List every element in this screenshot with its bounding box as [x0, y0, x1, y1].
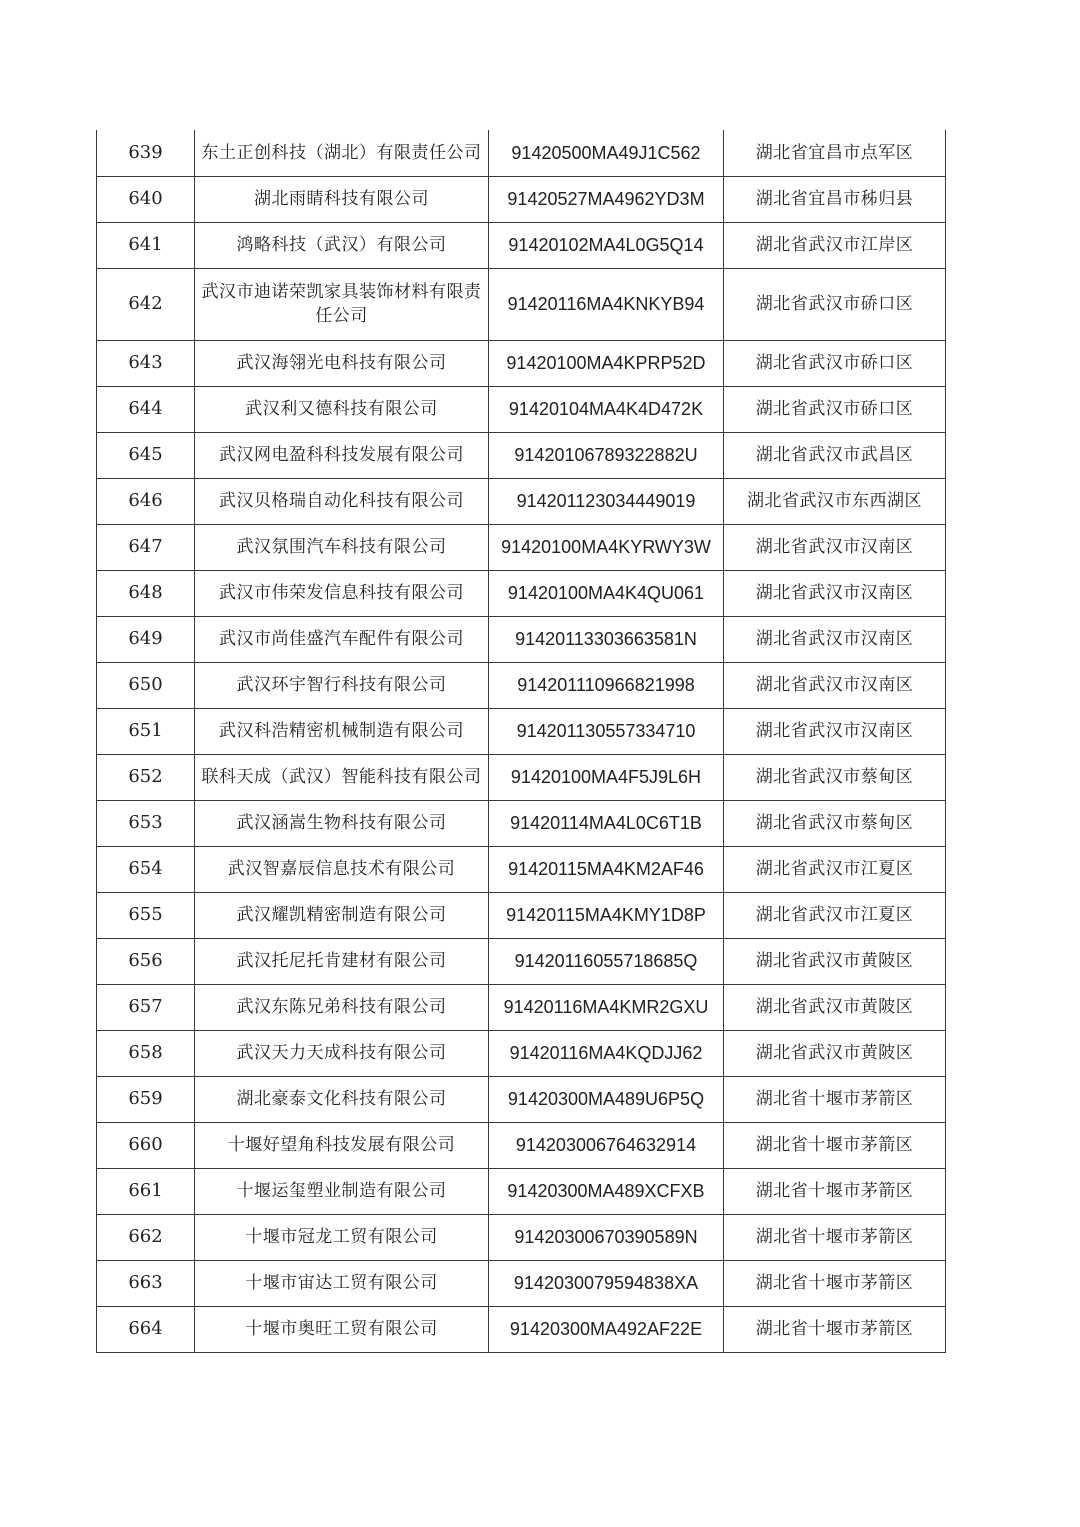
- company-name: 武汉智嘉辰信息技术有限公司: [195, 846, 489, 892]
- row-index: 641: [97, 222, 195, 268]
- company-name: 十堰运玺塑业制造有限公司: [195, 1168, 489, 1214]
- row-index: 658: [97, 1030, 195, 1076]
- company-location: 湖北省武汉市黄陂区: [724, 1030, 946, 1076]
- table-row: [97, 1122, 946, 1168]
- table-row: [97, 938, 946, 984]
- company-name: 武汉市迪诺荣凯家具装饰材料有限责任公司: [195, 268, 489, 340]
- company-location: 湖北省武汉市蔡甸区: [724, 800, 946, 846]
- credit-code: 9142030079594838XA: [489, 1260, 724, 1306]
- credit-code: 91420100MA4K4QU061: [489, 570, 724, 616]
- credit-code: 914203006764632914: [489, 1122, 724, 1168]
- row-index: 642: [97, 268, 195, 340]
- row-index: 643: [97, 340, 195, 386]
- row-index: 652: [97, 754, 195, 800]
- credit-code: 914201110966821998: [489, 662, 724, 708]
- company-name: 武汉市伟荣发信息科技有限公司: [195, 570, 489, 616]
- row-index: 663: [97, 1260, 195, 1306]
- credit-code: 91420100MA4F5J9L6H: [489, 754, 724, 800]
- company-table: [96, 130, 946, 1353]
- row-index: 661: [97, 1168, 195, 1214]
- company-location: 湖北省武汉市黄陂区: [724, 984, 946, 1030]
- table-row: [97, 268, 946, 340]
- company-name: 武汉天力天成科技有限公司: [195, 1030, 489, 1076]
- credit-code: 91420116055718685Q: [489, 938, 724, 984]
- company-location: 湖北省武汉市江夏区: [724, 892, 946, 938]
- company-location: 湖北省十堰市茅箭区: [724, 1168, 946, 1214]
- company-location: 湖北省武汉市汉南区: [724, 570, 946, 616]
- company-location: 湖北省宜昌市点军区: [724, 130, 946, 176]
- table-row: [97, 1260, 946, 1306]
- credit-code: 91420300MA489U6P5Q: [489, 1076, 724, 1122]
- row-index: 654: [97, 846, 195, 892]
- table-row: [97, 800, 946, 846]
- row-index: 646: [97, 478, 195, 524]
- company-location: 湖北省十堰市茅箭区: [724, 1122, 946, 1168]
- company-location: 湖北省武汉市东西湖区: [724, 478, 946, 524]
- company-name: 武汉环宇智行科技有限公司: [195, 662, 489, 708]
- credit-code: 91420300670390589N: [489, 1214, 724, 1260]
- table-row: [97, 130, 946, 176]
- table-row: [97, 1214, 946, 1260]
- credit-code: 91420500MA49J1C562: [489, 130, 724, 176]
- company-name: 武汉氛围汽车科技有限公司: [195, 524, 489, 570]
- credit-code: 91420116MA4KQDJJ62: [489, 1030, 724, 1076]
- table-row: [97, 1076, 946, 1122]
- credit-code: 91420104MA4K4D472K: [489, 386, 724, 432]
- company-name: 武汉托尼托肯建材有限公司: [195, 938, 489, 984]
- company-location: 湖北省武汉市汉南区: [724, 524, 946, 570]
- table-row: [97, 524, 946, 570]
- row-index: 644: [97, 386, 195, 432]
- credit-code: 914201123034449019: [489, 478, 724, 524]
- company-name: 武汉网电盈科科技发展有限公司: [195, 432, 489, 478]
- credit-code: 91420102MA4L0G5Q14: [489, 222, 724, 268]
- row-index: 653: [97, 800, 195, 846]
- row-index: 657: [97, 984, 195, 1030]
- table-row: [97, 754, 946, 800]
- company-name: 东土正创科技（湖北）有限责任公司: [195, 130, 489, 176]
- company-name: 武汉耀凯精密制造有限公司: [195, 892, 489, 938]
- table-row: [97, 708, 946, 754]
- table-row: [97, 1030, 946, 1076]
- company-name: 武汉涵嵩生物科技有限公司: [195, 800, 489, 846]
- credit-code: 91420116MA4KMR2GXU: [489, 984, 724, 1030]
- table-row: [97, 386, 946, 432]
- credit-code: 91420116MA4KNKYB94: [489, 268, 724, 340]
- row-index: 640: [97, 176, 195, 222]
- table-row: [97, 340, 946, 386]
- company-location: 湖北省十堰市茅箭区: [724, 1306, 946, 1352]
- row-index: 645: [97, 432, 195, 478]
- row-index: 648: [97, 570, 195, 616]
- table-row: [97, 222, 946, 268]
- company-name: 联科天成（武汉）智能科技有限公司: [195, 754, 489, 800]
- row-index: 656: [97, 938, 195, 984]
- row-index: 639: [97, 130, 195, 176]
- company-location: 湖北省十堰市茅箭区: [724, 1076, 946, 1122]
- company-location: 湖北省武汉市硚口区: [724, 386, 946, 432]
- credit-code: 91420527MA4962YD3M: [489, 176, 724, 222]
- company-location: 湖北省武汉市江岸区: [724, 222, 946, 268]
- credit-code: 91420115MA4KM2AF46: [489, 846, 724, 892]
- credit-code: 91420300MA489XCFXB: [489, 1168, 724, 1214]
- row-index: 647: [97, 524, 195, 570]
- table-row: [97, 1306, 946, 1352]
- company-location: 湖北省武汉市汉南区: [724, 662, 946, 708]
- table-row: [97, 1168, 946, 1214]
- row-index: 655: [97, 892, 195, 938]
- company-name: 湖北雨睛科技有限公司: [195, 176, 489, 222]
- credit-code: 914201130557334710: [489, 708, 724, 754]
- row-index: 660: [97, 1122, 195, 1168]
- company-location: 湖北省武汉市汉南区: [724, 616, 946, 662]
- table-row: [97, 984, 946, 1030]
- credit-code: 91420114MA4L0C6T1B: [489, 800, 724, 846]
- table-row: [97, 616, 946, 662]
- company-location: 湖北省武汉市黄陂区: [724, 938, 946, 984]
- credit-code: 91420115MA4KMY1D8P: [489, 892, 724, 938]
- company-name: 武汉市尚佳盛汽车配件有限公司: [195, 616, 489, 662]
- row-index: 664: [97, 1306, 195, 1352]
- table-row: [97, 846, 946, 892]
- table-row: [97, 432, 946, 478]
- company-name: 武汉东陈兄弟科技有限公司: [195, 984, 489, 1030]
- row-index: 650: [97, 662, 195, 708]
- credit-code: 91420106789322882U: [489, 432, 724, 478]
- credit-code: 91420113303663581N: [489, 616, 724, 662]
- company-name: 武汉贝格瑞自动化科技有限公司: [195, 478, 489, 524]
- company-name: 湖北豪泰文化科技有限公司: [195, 1076, 489, 1122]
- company-table-body: [97, 130, 946, 1352]
- company-location: 湖北省十堰市茅箭区: [724, 1260, 946, 1306]
- credit-code: 91420300MA492AF22E: [489, 1306, 724, 1352]
- company-name: 武汉海翎光电科技有限公司: [195, 340, 489, 386]
- company-name: 十堰市宙达工贸有限公司: [195, 1260, 489, 1306]
- company-name: 十堰好望角科技发展有限公司: [195, 1122, 489, 1168]
- row-index: 659: [97, 1076, 195, 1122]
- company-location: 湖北省武汉市硚口区: [724, 340, 946, 386]
- credit-code: 91420100MA4KYRWY3W: [489, 524, 724, 570]
- row-index: 649: [97, 616, 195, 662]
- company-name: 鸿略科技（武汉）有限公司: [195, 222, 489, 268]
- company-location: 湖北省武汉市硚口区: [724, 268, 946, 340]
- table-row: [97, 892, 946, 938]
- company-name: 十堰市冠龙工贸有限公司: [195, 1214, 489, 1260]
- company-location: 湖北省武汉市江夏区: [724, 846, 946, 892]
- row-index: 662: [97, 1214, 195, 1260]
- table-row: [97, 176, 946, 222]
- company-name: 武汉科浩精密机械制造有限公司: [195, 708, 489, 754]
- table-row: [97, 662, 946, 708]
- table-row: [97, 570, 946, 616]
- company-location: 湖北省十堰市茅箭区: [724, 1214, 946, 1260]
- company-location: 湖北省武汉市汉南区: [724, 708, 946, 754]
- company-location: 湖北省宜昌市秭归县: [724, 176, 946, 222]
- company-location: 湖北省武汉市蔡甸区: [724, 754, 946, 800]
- company-location: 湖北省武汉市武昌区: [724, 432, 946, 478]
- company-name: 十堰市奥旺工贸有限公司: [195, 1306, 489, 1352]
- row-index: 651: [97, 708, 195, 754]
- company-name: 武汉利又德科技有限公司: [195, 386, 489, 432]
- credit-code: 91420100MA4KPRP52D: [489, 340, 724, 386]
- table-row: [97, 478, 946, 524]
